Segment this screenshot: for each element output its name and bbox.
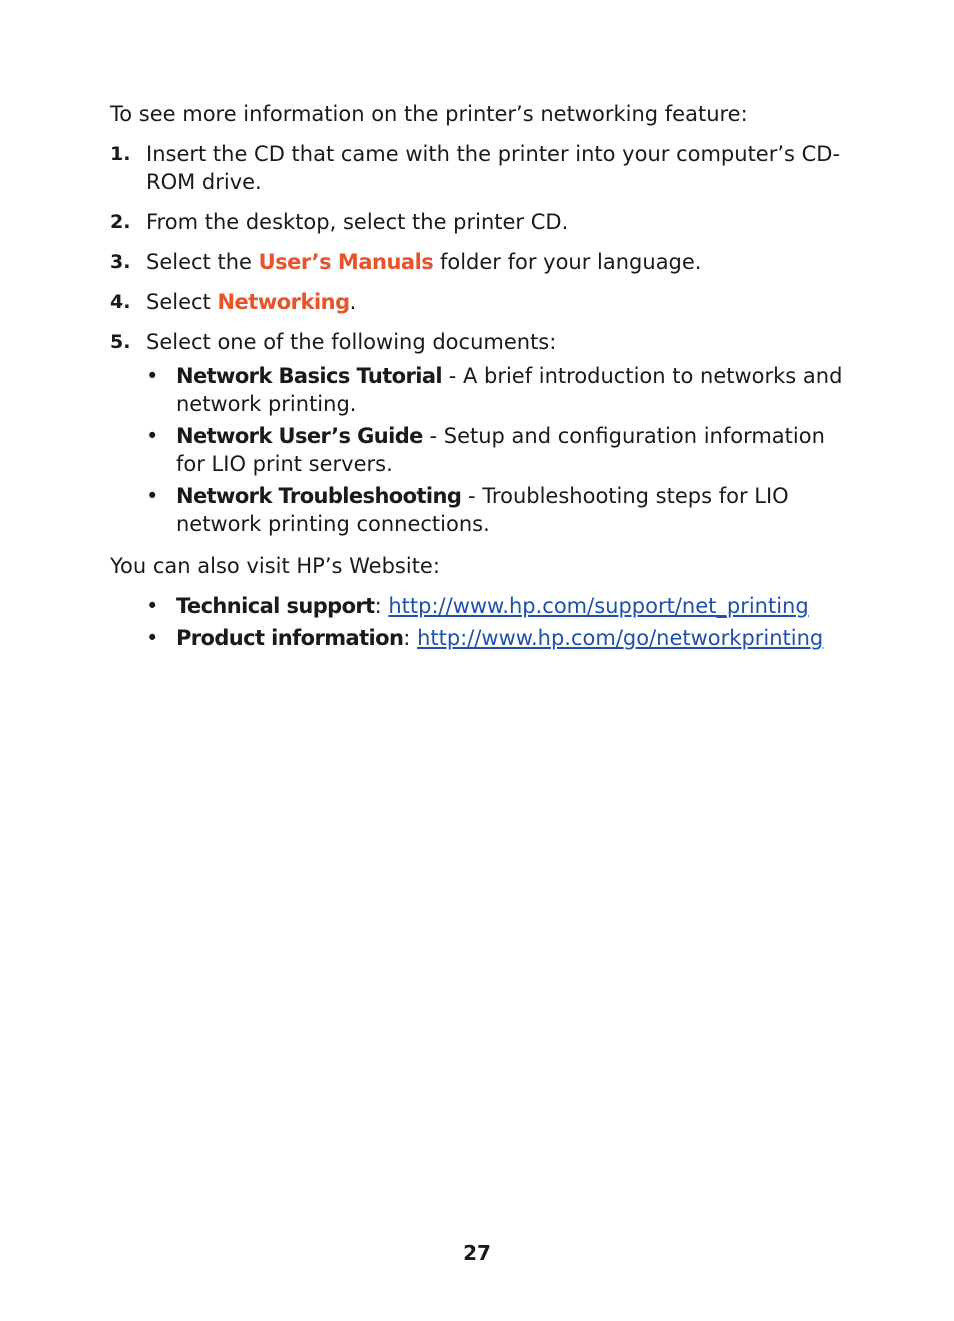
product-information-link[interactable]: http://www.hp.com/go/networkprinting [417,626,824,650]
step-4 [110,288,850,316]
step-text: From the desktop, select the printer CD. [146,210,569,234]
link-separator: : [374,594,389,618]
step-number: 1. [110,143,131,165]
document-description: - Troubleshooting steps for LIO network printing connections. [176,484,789,536]
link-item-product-information [146,624,850,652]
step-text-after: . [349,290,357,314]
link-separator: : [403,626,418,650]
document-title: Network Basics Tutorial [176,364,443,388]
step-text: Select one of the following documents: [146,330,557,354]
step-number: 3. [110,251,131,273]
page-number: 27 [463,1241,491,1265]
intro-text: To see more information on the printer’s networking feature: [110,102,748,126]
step-3 [110,248,850,276]
document-description: - A brief introduction to networks and network printing. [176,364,843,416]
networking-highlight: Networking [217,290,350,314]
step-text-after: folder for your language. [433,250,702,274]
document-item [146,422,850,478]
link-item-technical-support [146,592,850,620]
step-number: 2. [110,211,131,233]
document-item [146,482,850,538]
step-2 [110,208,850,236]
visit-text: You can also visit HP’s Website: [110,554,440,578]
step-number: 4. [110,291,131,313]
document-page [110,100,850,656]
website-links-list [146,592,850,652]
technical-support-link[interactable]: http://www.hp.com/support/net_printing [388,594,809,618]
bullet: • [146,626,159,650]
document-item [146,362,850,418]
bullet: • [146,424,159,448]
documents-list [146,362,850,538]
step-text: Insert the CD that came with the printer into your computer’s CD-ROM drive. [146,142,841,194]
link-label: Product information [176,626,404,650]
users-manuals-highlight: User’s Manuals [258,250,434,274]
step-text-before: Select the [146,250,259,274]
document-title: Network User’s Guide [176,424,423,448]
bullet: • [146,484,159,508]
step-5 [110,328,850,538]
step-number: 5. [110,331,131,353]
bullet: • [146,594,159,618]
link-label: Technical support [176,594,375,618]
steps-list [110,140,850,538]
document-description: - Setup and configuration information for LIO print servers. [176,424,825,476]
bullet: • [146,364,159,388]
step-1 [110,140,850,196]
step-text-before: Select [146,290,218,314]
document-title: Network Troubleshooting [176,484,462,508]
